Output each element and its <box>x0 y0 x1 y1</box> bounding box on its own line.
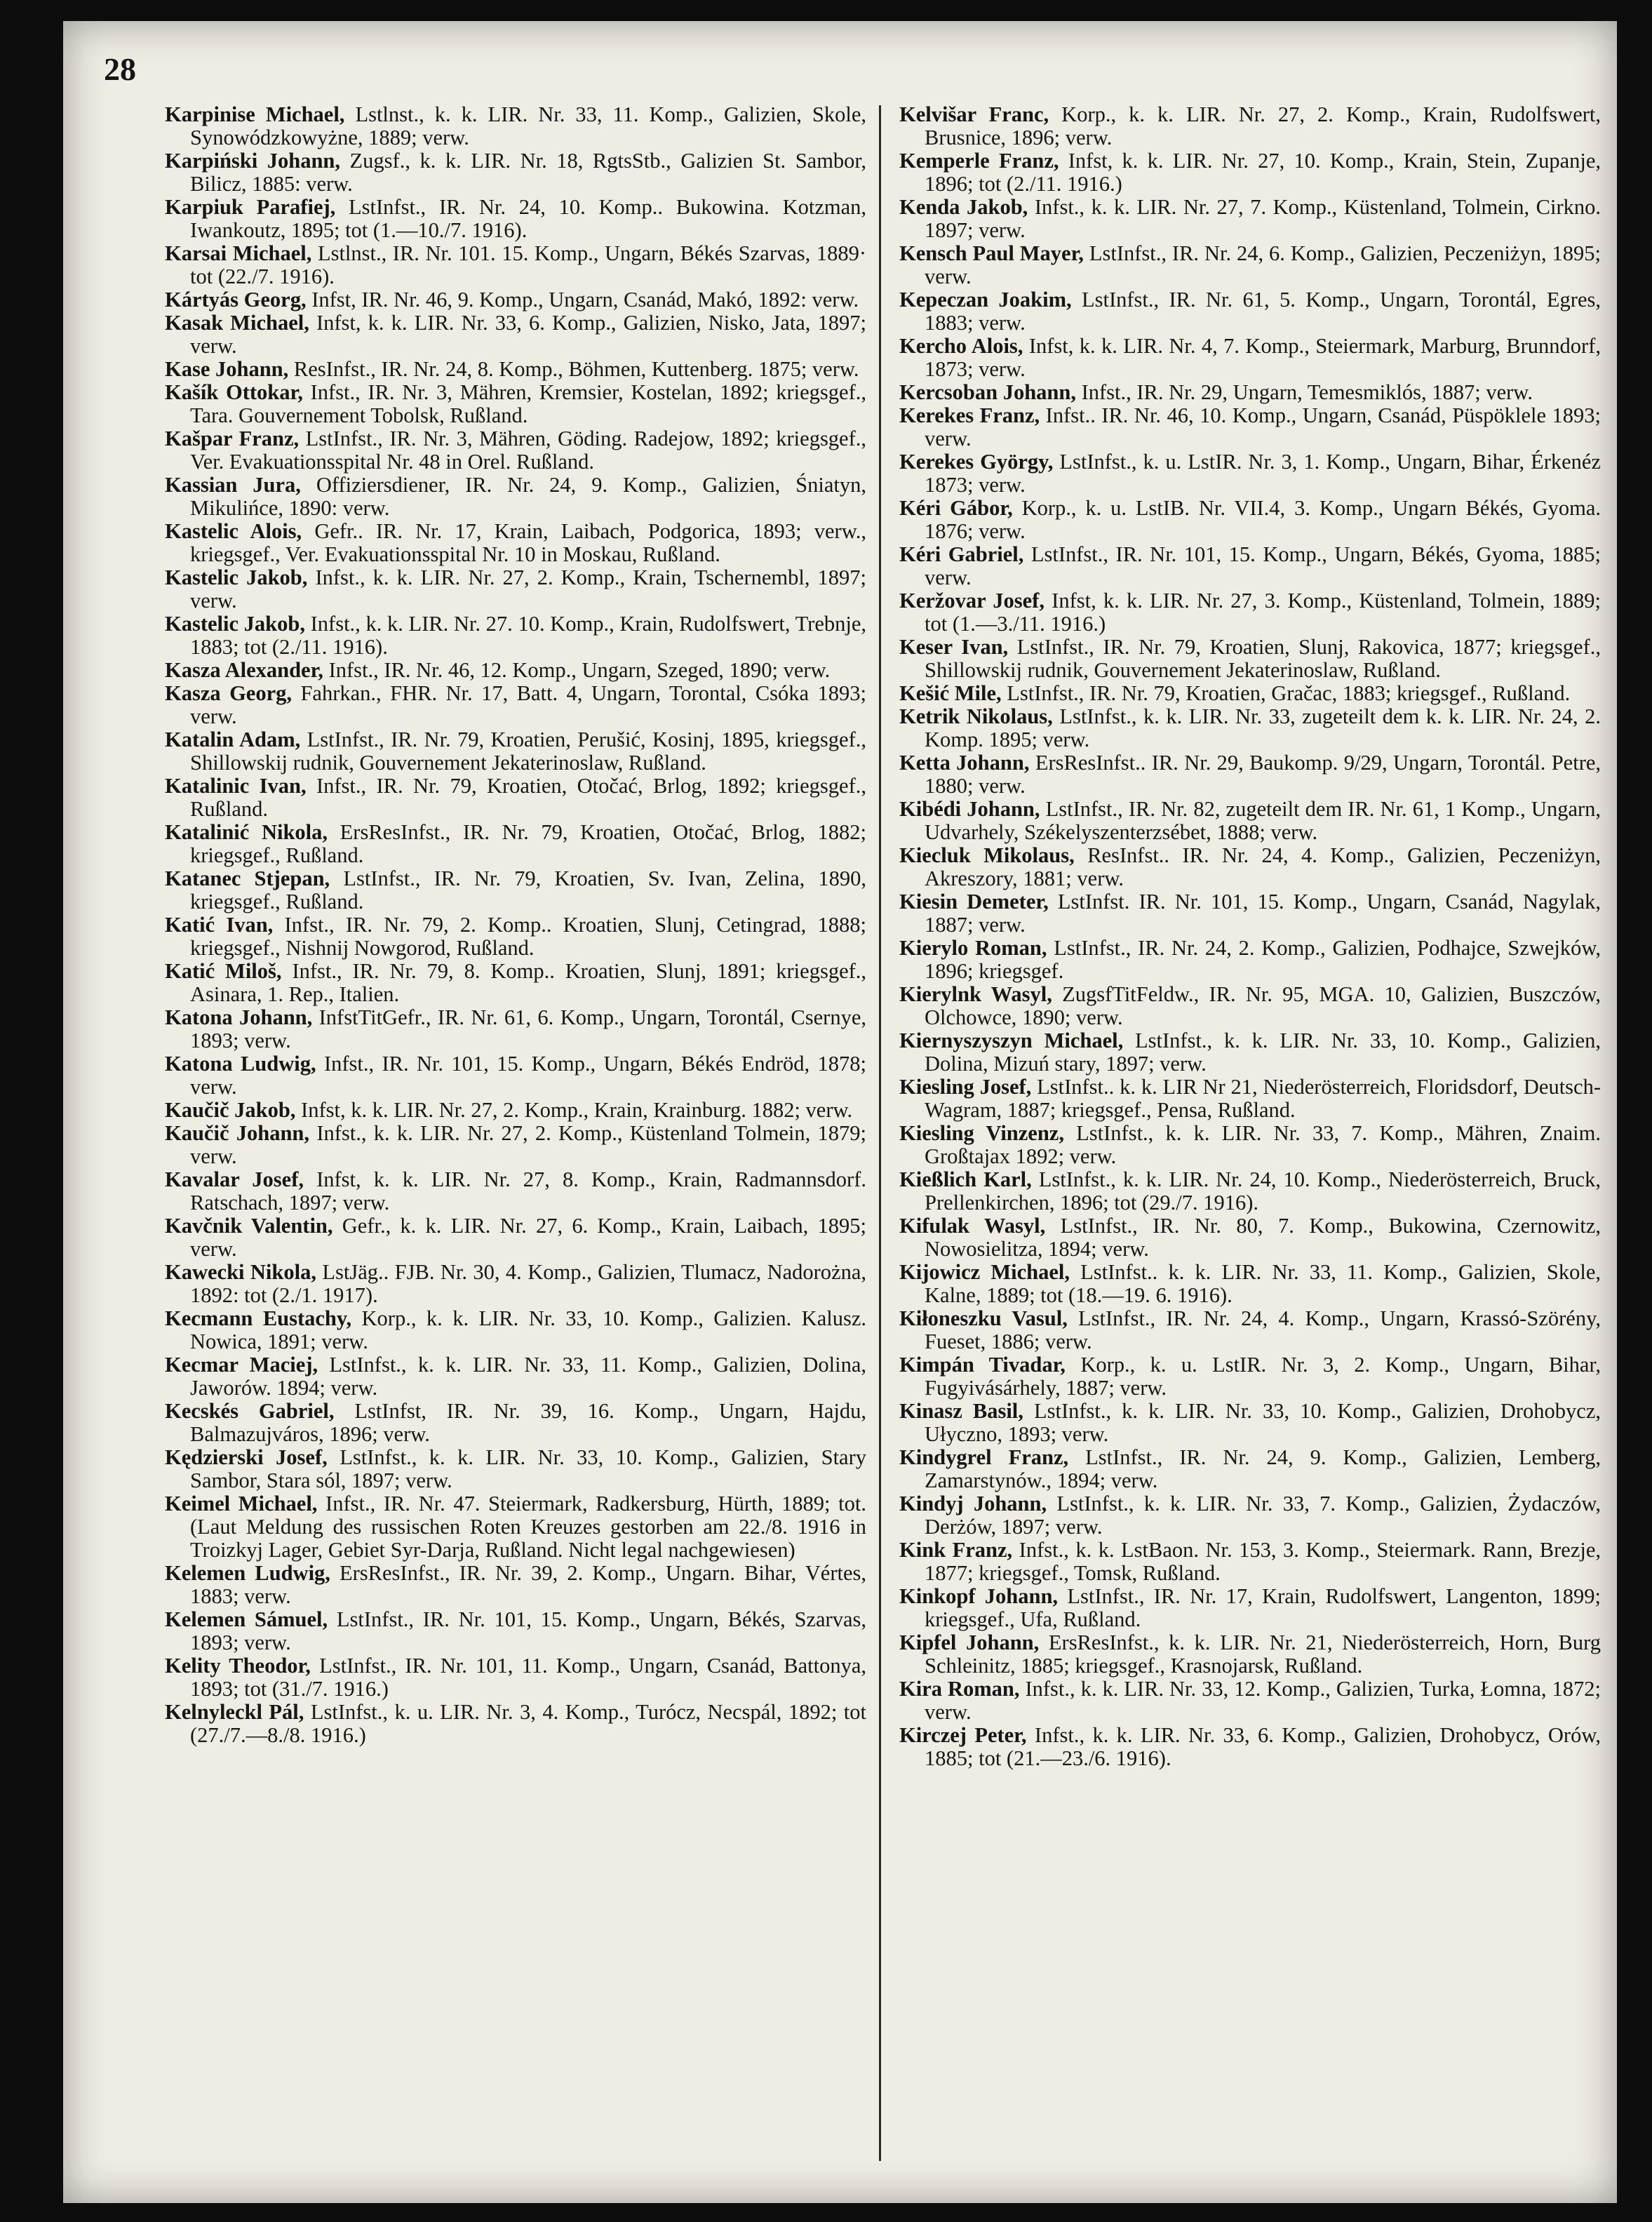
entry-details: LstJäg.. FJB. Nr. 30, 4. Komp., Galizien, Tlumacz, Nadorożna, 1892: tot (2./1. 1917). <box>190 1260 867 1307</box>
register-entry <box>899 450 1601 497</box>
entry-name: Kassian Jura, <box>165 473 301 497</box>
entry-details: LstInfst., k. k. LIR. Nr. 33, 7. Komp., Galizien, Żydaczów, Derżów, 1897; verw. <box>925 1492 1601 1539</box>
register-entry <box>899 937 1601 983</box>
entry-name: Kiesling Josef, <box>899 1075 1032 1099</box>
entry-details: LstInfst., k. k. LIR. Nr. 24, 10. Komp., Niederösterreich, Bruck, Prellenkirchen, 1896; tot (29./7. 1916). <box>925 1167 1601 1214</box>
register-entry <box>165 1446 866 1492</box>
register-entry <box>165 728 866 775</box>
register-entry <box>899 1214 1601 1261</box>
entry-name: Kavalar Josef, <box>165 1167 304 1191</box>
right-column <box>899 103 1601 1770</box>
entry-details: Infst, k. k. LIR. Nr. 27, 2. Komp., Krain, Krainburg. 1882; verw. <box>301 1098 853 1122</box>
entry-name: Kiesling Vinzenz, <box>899 1121 1064 1145</box>
entry-details: Infst., k. k. LIR. Nr. 27, 2. Komp., Küstenland Tolmein, 1879; verw. <box>190 1121 867 1168</box>
entry-name: Kelnyleckl Pál, <box>165 1700 304 1724</box>
entry-name: Kelvišar Franc, <box>899 102 1049 126</box>
entry-name: Kędzierski Josef, <box>165 1445 328 1469</box>
entry-name: Kéri Gabriel, <box>899 542 1024 566</box>
entry-details: Lstlnst., IR. Nr. 101. 15. Komp., Ungarn, Békés Szarvas, 1889· tot (22./7. 1916). <box>190 241 866 288</box>
register-entry <box>165 288 866 312</box>
entry-name: Kercsoban Johann, <box>899 380 1076 404</box>
entry-details: LstInfst., k. k. LIR. Nr. 33, 7. Komp., Mähren, Znaim. Großtajax 1892; verw. <box>925 1121 1601 1168</box>
entry-details: Gefr.. IR. Nr. 17, Krain, Laibach, Podgorica, 1893; verw., kriegsgef., Ver. Evakuationsspital Nr. 10 in Moskau, Rußland. <box>190 519 866 566</box>
entry-name: Katić Miloš, <box>165 959 282 983</box>
entry-details: LstInfst., k. k. LIR. Nr. 33, 10. Komp., Galizien, Stary Sambor, Stara sól, 1897; verw. <box>190 1445 867 1492</box>
entry-details: LstInfst, IR. Nr. 39, 16. Komp., Ungarn, Hajdu, Balmazujváros, 1896; verw. <box>190 1399 867 1446</box>
register-entry <box>165 381 866 427</box>
register-entry <box>165 1654 866 1701</box>
entry-name: Kercho Alois, <box>899 334 1023 358</box>
entry-name: Kimpán Tivadar, <box>899 1353 1066 1377</box>
entry-details: LstInfst., IR. Nr. 24, 9. Komp., Galizien, Lemberg, Zamarstynów., 1894; verw. <box>925 1445 1601 1492</box>
entry-name: Kipfel Johann, <box>899 1631 1040 1654</box>
entry-details: Infst., IR. Nr. 47. Steiermark, Radkersburg, Hürth, 1889; tot. (Laut Meldung des russischen Roten Kreuzes gestorben am 22./8. 1916 in Troizkyj Lager, Gebiet Syr-Darja, Rußland. Nicht legal nachgewiesen) <box>190 1492 866 1562</box>
register-entry <box>899 751 1601 798</box>
entry-details: Infst., k. k. LstBaon. Nr. 153, 3. Komp., Steiermark. Rann, Brezje, 1877; kriegsgef., Tomsk, Rußland. <box>925 1538 1601 1585</box>
register-entry <box>165 312 866 358</box>
register-entry <box>165 1214 866 1261</box>
entry-name: Kastelic Alois, <box>165 519 302 543</box>
entry-details: LstInfst., k. u. LstIR. Nr. 3, 1. Komp., Ungarn, Bihar, Érkenéz 1873; verw. <box>925 450 1601 497</box>
entry-details: Infst., k. k. LIR. Nr. 33, 12. Komp., Galizien, Turka, Łomna, 1872; verw. <box>925 1677 1601 1724</box>
entry-name: Kašpar Franz, <box>165 427 300 450</box>
entry-name: Kelemen Sámuel, <box>165 1607 328 1631</box>
entry-name: Keržovar Josef, <box>899 589 1045 613</box>
register-entry <box>165 520 866 566</box>
entry-details: Korp., k. u. LstIB. Nr. VII.4, 3. Komp., Ungarn Békés, Gyoma. 1876; verw. <box>925 496 1601 543</box>
entry-details: Gefr., k. k. LIR. Nr. 27, 6. Komp., Krain, Laibach, 1895; verw. <box>190 1214 867 1261</box>
entry-details: LstInfst., k. u. LIR. Nr. 3, 4. Komp., Turócz, Necspál, 1892; tot (27./7.—8./8. 1916.) <box>190 1700 867 1747</box>
entry-name: Karpiński Johann, <box>165 149 341 173</box>
register-entry <box>165 1701 866 1747</box>
register-entry <box>165 867 866 913</box>
register-entry <box>899 196 1601 242</box>
entry-details: Infst., k. k. LIR. Nr. 27, 2. Komp., Krain, Tschernembl, 1897; verw. <box>190 565 867 613</box>
entry-details: LstInfst., IR. Nr. 79, Kroatien, Gračac, 1883; kriegsgef., Rußland. <box>1007 681 1571 705</box>
register-entry <box>165 1492 866 1562</box>
register-entry <box>165 1608 866 1654</box>
register-entry <box>899 381 1601 404</box>
entry-details: LstInfst., k. k. LIR. Nr. 33, zugeteilt dem k. k. LIR. Nr. 24, 2. Komp. 1895; verw. <box>925 704 1601 751</box>
entry-name: Kelity Theodor, <box>165 1654 311 1678</box>
column-divider <box>879 105 881 2161</box>
entry-details: LstInfst.. k. k. LIR Nr 21, Niederösterreich, Floridsdorf, Deutsch-Wagram, 1887; kriegsgef., Pensa, Rußland. <box>925 1075 1601 1122</box>
entry-name: Kierylo Roman, <box>899 936 1047 960</box>
left-column <box>165 103 866 1747</box>
entry-name: Keimel Michael, <box>165 1492 318 1515</box>
register-entry <box>165 427 866 474</box>
entry-details: Infst, IR. Nr. 46, 9. Komp., Ungarn, Csanád, Makó, 1892: verw. <box>311 288 859 312</box>
entry-name: Kinkopf Johann, <box>899 1584 1059 1608</box>
entry-name: Kašík Ottokar, <box>165 380 303 404</box>
entry-details: LstInfst., IR. Nr. 79, Kroatien, Sv. Ivan, Zelina, 1890, kriegsgef., Rußland. <box>190 866 867 913</box>
entry-name: Kemperle Franz, <box>899 149 1059 173</box>
entry-details: LstInfst., IR. Nr. 24, 6. Komp., Galizien, Peczeniżyn, 1895; verw. <box>925 241 1601 288</box>
entry-name: Katalinić Nikola, <box>165 820 328 844</box>
entry-name: Kießlich Karl, <box>899 1167 1032 1191</box>
entry-details: LstInfst., IR. Nr. 101, 11. Komp., Ungarn, Csanád, Battonya, 1893; tot (31./7. 1916.) <box>190 1654 867 1701</box>
entry-details: Infst., k. k. LIR. Nr. 33, 6. Komp., Galizien, Drohobycz, Orów, 1885; tot (21.—23./6. 1916). <box>925 1723 1601 1770</box>
entry-details: ZugsfTitFeldw., IR. Nr. 95, MGA. 10, Galizien, Buszczów, Olchowce, 1890; verw. <box>925 982 1601 1029</box>
entry-name: Katalin Adam, <box>165 728 301 751</box>
entry-name: Kirczej Peter, <box>899 1723 1027 1747</box>
entry-name: Kecskés Gabriel, <box>165 1399 335 1423</box>
entry-name: Kiernyszyszyn Michael, <box>899 1029 1124 1052</box>
register-entry <box>165 1400 866 1446</box>
entry-details: InfstTitGefr., IR. Nr. 61, 6. Komp., Ungarn, Torontál, Csernye, 1893; verw. <box>190 1005 866 1052</box>
register-entry <box>899 983 1601 1029</box>
register-entry <box>899 335 1601 381</box>
entry-name: Kindygrel Franz, <box>899 1445 1069 1469</box>
entry-name: Kasza Alexander, <box>165 658 323 682</box>
entry-name: Kiesin Demeter, <box>899 890 1049 913</box>
entry-details: Infst., k. k. LIR. Nr. 27, 7. Komp., Küstenland, Tolmein, Cirkno. 1897; verw. <box>925 195 1601 242</box>
entry-name: Kinasz Basil, <box>899 1399 1023 1423</box>
register-entry <box>165 1122 866 1168</box>
entry-name: Kaučič Jakob, <box>165 1098 296 1122</box>
register-entry <box>165 1562 866 1608</box>
entry-details: ResInfst.. IR. Nr. 24, 4. Komp., Galizien, Peczeniżyn, Akreszory, 1881; verw. <box>925 843 1601 890</box>
entry-name: Kecmann Eustachy, <box>165 1306 352 1330</box>
register-entry <box>899 1353 1601 1400</box>
entry-name: Kawecki Nikola, <box>165 1260 316 1284</box>
entry-name: Kešić Mile, <box>899 681 1002 705</box>
register-entry <box>165 242 866 288</box>
register-entry <box>899 103 1601 149</box>
entry-details: LstInfst., IR. Nr. 101, 15. Komp., Ungarn, Békés, Gyoma, 1885; verw. <box>925 542 1601 589</box>
entry-name: Katona Ludwig, <box>165 1052 316 1076</box>
register-entry <box>165 1052 866 1099</box>
entry-details: ErsResInfst., IR. Nr. 39, 2. Komp., Ungarn. Bihar, Vértes, 1883; verw. <box>190 1561 867 1608</box>
register-entry <box>899 1446 1601 1492</box>
entry-name: Kindyj Johann, <box>899 1492 1047 1515</box>
entry-details: LstInfst., IR. Nr. 3, Mähren, Göding. Radejow, 1892; kriegsgef., Ver. Evakuationsspital Nr. 48 in Orel. Rußland. <box>190 427 867 474</box>
entry-name: Kasza Georg, <box>165 681 293 705</box>
entry-details: Korp., k. u. LstIR. Nr. 3, 2. Komp., Ungarn, Bihar, Fugyivásárhely, 1887; verw. <box>925 1353 1601 1400</box>
entry-name: Kelemen Ludwig, <box>165 1561 330 1585</box>
entry-name: Kártyás Georg, <box>165 288 307 312</box>
entry-details: LstInfst., IR. Nr. 101, 15. Komp., Ungarn, Békés, Szarvas, 1893; verw. <box>190 1607 866 1654</box>
entry-details: LstInfst., IR. Nr. 17, Krain, Rudolfswert, Langenton, 1899; kriegsgef., Ufa, Rußland. <box>925 1584 1601 1631</box>
register-entry <box>899 1492 1601 1539</box>
entry-details: LstInfst., k. k. LIR. Nr. 33, 10. Komp., Galizien, Dolina, Mizuń stary, 1897; verw. <box>925 1029 1601 1076</box>
entry-name: Kaučič Johann, <box>165 1121 310 1145</box>
entry-details: LstInfst., IR. Nr. 24, 4. Komp., Ungarn, Krassó-Szörény, Fueset, 1886; verw. <box>925 1306 1601 1353</box>
entry-details: Infst., IR. Nr. 79, 2. Komp.. Kroatien, Slunj, Cetingrad, 1888; kriegsgef., Nishnij Nowgorod, Rußland. <box>190 913 866 960</box>
entry-details: LstInfst.. k. k. LIR. Nr. 33, 11. Komp., Galizien, Skole, Kalne, 1889; tot (18.—19. 6. 1916). <box>925 1260 1601 1307</box>
register-entry <box>165 1307 866 1353</box>
entry-details: LstInfst., IR. Nr. 61, 5. Komp., Ungarn, Torontál, Egres, 1883; verw. <box>925 288 1601 335</box>
entry-name: Kierylnk Wasyl, <box>899 982 1052 1006</box>
register-entry <box>899 1724 1601 1770</box>
page-number: 28 <box>104 51 136 87</box>
entry-details: Infst, k. k. LIR. Nr. 33, 6. Komp., Galizien, Nisko, Jata, 1897; verw. <box>190 311 867 358</box>
register-entry <box>899 1168 1601 1214</box>
entry-name: Kifulak Wasyl, <box>899 1214 1046 1238</box>
entry-name: Karpiuk Parafiej, <box>165 195 336 219</box>
entry-name: Kink Franz, <box>899 1538 1013 1562</box>
register-entry <box>899 890 1601 937</box>
register-entry <box>899 1539 1601 1585</box>
register-entry <box>165 682 866 728</box>
register-entry <box>165 103 866 149</box>
register-entry <box>899 1678 1601 1724</box>
entry-details: LstInfst., IR. Nr. 24, 10. Komp.. Bukowina. Kotzman, Iwankoutz, 1895; tot (1.—10./7. 1916). <box>190 195 867 242</box>
entry-details: Infst., IR. Nr. 79, Kroatien, Otočać, Brlog, 1892; kriegsgef., Rußland. <box>190 774 867 821</box>
entry-name: Kerekes György, <box>899 450 1054 474</box>
register-entry <box>899 149 1601 196</box>
entry-details: ErsResInfst.. IR. Nr. 29, Baukomp. 9/29, Ungarn, Torontál. Petre, 1880; verw. <box>925 751 1601 798</box>
entry-name: Kenda Jakob, <box>899 195 1028 219</box>
entry-details: Lstlnst., k. k. LIR. Nr. 33, 11. Komp., Galizien, Skole, Synowódzkowyżne, 1889; verw. <box>190 102 866 149</box>
entry-details: Infst., IR. Nr. 3, Mähren, Kremsier, Kostelan, 1892; kriegsgef., Tara. Gouvernement Tobolsk, Rußland. <box>190 380 866 427</box>
register-entry <box>899 1029 1601 1076</box>
entry-details: Infst., IR. Nr. 46, 12. Komp., Ungarn, Szeged, 1890; verw. <box>328 658 831 682</box>
entry-details: ResInfst., IR. Nr. 24, 8. Komp., Böhmen, Kuttenberg. 1875; verw. <box>293 357 859 381</box>
register-entry <box>165 1261 866 1307</box>
entry-details: Infst., IR. Nr. 101, 15. Komp., Ungarn, Békés Endröd, 1878; verw. <box>190 1052 866 1099</box>
register-entry <box>165 659 866 682</box>
entry-name: Katalinic Ivan, <box>165 774 307 798</box>
entry-details: LstInfst., k. k. LIR. Nr. 33, 11. Komp., Galizien, Dolina, Jaworów. 1894; verw. <box>190 1353 867 1400</box>
register-entry <box>165 1168 866 1214</box>
entry-name: Kensch Paul Mayer, <box>899 241 1084 265</box>
entry-details: Korp., k. k. LIR. Nr. 33, 10. Komp., Galizien. Kalusz. Nowica, 1891; verw. <box>190 1306 866 1353</box>
register-entry <box>165 474 866 520</box>
entry-name: Kase Johann, <box>165 357 289 381</box>
register-entry <box>165 196 866 242</box>
entry-details: Korp., k. k. LIR. Nr. 27, 2. Komp., Krain, Rudolfswert, Brusnice, 1896; verw. <box>925 102 1601 149</box>
entry-details: Infst, k. k. LIR. Nr. 4, 7. Komp., Steiermark, Marburg, Brunndorf, 1873; verw. <box>925 334 1601 381</box>
register-entry <box>899 404 1601 450</box>
register-entry <box>899 589 1601 636</box>
entry-name: Kibédi Johann, <box>899 797 1040 821</box>
entry-details: Zugsf., k. k. LIR. Nr. 18, RgtsStb., Galizien St. Sambor, Bilicz, 1885: verw. <box>190 149 866 196</box>
register-entry <box>165 1006 866 1052</box>
entry-name: Katanec Stjepan, <box>165 866 330 890</box>
entry-details: Infst.. IR. Nr. 46, 10. Komp., Ungarn, Csanád, Püspöklele 1893; verw. <box>925 403 1601 450</box>
register-entry <box>165 821 866 867</box>
entry-name: Kira Roman, <box>899 1677 1020 1701</box>
entry-details: Fahrkan., FHR. Nr. 17, Batt. 4, Ungarn, Torontal, Csóka 1893; verw. <box>190 681 867 728</box>
entry-details: LstInfst., k. k. LIR. Nr. 33, 10. Komp., Galizien, Drohobycz, Ułyczno, 1893; verw. <box>925 1399 1601 1446</box>
entry-name: Kiłoneszku Vasul, <box>899 1306 1068 1330</box>
register-entry <box>165 913 866 960</box>
register-entry <box>899 1307 1601 1353</box>
entry-details: Infst, k. k. LIR. Nr. 27, 3. Komp., Küstenland, Tolmein, 1889; tot (1.—3./11. 1916.) <box>925 589 1601 636</box>
register-entry <box>899 705 1601 751</box>
entry-details: Infst, k. k. LIR. Nr. 27, 10. Komp., Krain, Stein, Zupanje, 1896; tot (2./11. 1916.) <box>925 149 1601 196</box>
register-entry <box>899 1076 1601 1122</box>
entry-name: Katona Johann, <box>165 1005 313 1029</box>
entry-details: ErsResInfst., IR. Nr. 79, Kroatien, Otočać, Brlog, 1882; kriegsgef., Rußland. <box>190 820 866 867</box>
register-entry <box>899 682 1601 705</box>
register-entry <box>165 613 866 659</box>
register-entry <box>899 798 1601 844</box>
entry-details: LstInfst., IR. Nr. 24, 2. Komp., Galizien, Podhajce, Szwejków, 1896; kriegsgef. <box>925 936 1601 983</box>
entry-name: Kasak Michael, <box>165 311 309 335</box>
entry-details: LstInfst., IR. Nr. 80, 7. Komp., Bukowina, Czernowitz, Nowosielitza, 1894; verw. <box>925 1214 1601 1261</box>
entry-details: Infst, k. k. LIR. Nr. 27, 8. Komp., Krain, Radmannsdorf. Ratschach, 1897; verw. <box>190 1167 866 1214</box>
register-entry <box>899 543 1601 589</box>
register-entry <box>165 1353 866 1400</box>
entry-name: Kerekes Franz, <box>899 403 1040 427</box>
register-entry <box>165 358 866 381</box>
entry-name: Kastelic Jakob, <box>165 565 308 589</box>
entry-name: Ketrik Nikolaus, <box>899 704 1053 728</box>
entry-name: Kiecluk Mikolaus, <box>899 843 1075 867</box>
register-entry <box>899 1122 1601 1168</box>
register-entry <box>165 149 866 196</box>
entry-name: Karsai Michael, <box>165 241 312 265</box>
register-entry <box>899 242 1601 288</box>
entry-name: Ketta Johann, <box>899 751 1030 775</box>
entry-details: Offiziersdiener, IR. Nr. 24, 9. Komp., Galizien, Śniatyn, Mikulińce, 1890: verw. <box>190 473 866 520</box>
entry-details: LstInfst., IR. Nr. 79, Kroatien, Slunj, Rakovica, 1877; kriegsgef., Shillowskij rudnik, Gouvernement Jekaterinoslaw, Rußland. <box>925 635 1601 682</box>
entry-details: LstInfst., IR. Nr. 82, zugeteilt dem IR. Nr. 61, 1 Komp., Ungarn, Udvarhely, Székelyszenterzsébet, 1888; verw. <box>925 797 1601 844</box>
register-entry <box>899 1585 1601 1631</box>
register-entry <box>899 1400 1601 1446</box>
entry-details: LstInfst. IR. Nr. 101, 15. Komp., Ungarn, Csanád, Nagylak, 1887; verw. <box>925 890 1601 937</box>
register-entry <box>899 1631 1601 1678</box>
register-entry <box>899 844 1601 890</box>
entry-name: Kepeczan Joakim, <box>899 288 1072 312</box>
entry-name: Kastelic Jakob, <box>165 612 305 636</box>
entry-details: Infst., IR. Nr. 29, Ungarn, Temesmiklós, 1887; verw. <box>1081 380 1533 404</box>
register-entry <box>899 288 1601 335</box>
register-entry <box>165 960 866 1006</box>
entry-name: Kecmar Maciej, <box>165 1353 318 1377</box>
entry-name: Kéri Gábor, <box>899 496 1013 520</box>
entry-name: Keser Ivan, <box>899 635 1009 659</box>
entry-details: Infst., IR. Nr. 79, 8. Komp.. Kroatien, Slunj, 1891; kriegsgef., Asinara, 1. Rep., Italien. <box>190 959 867 1006</box>
entry-name: Kavčnik Valentin, <box>165 1214 333 1238</box>
register-entry <box>165 775 866 821</box>
register-entry <box>165 1099 866 1122</box>
entry-name: Katić Ivan, <box>165 913 274 937</box>
register-entry <box>899 636 1601 682</box>
entry-details: ErsResInfst., k. k. LIR. Nr. 21, Niederösterreich, Horn, Burg Schleinitz, 1885; kriegsgef., Krasnojarsk, Rußland. <box>925 1631 1601 1678</box>
entry-name: Karpinise Michael, <box>165 102 345 126</box>
register-entry <box>899 497 1601 543</box>
entry-details: Infst., k. k. LIR. Nr. 27. 10. Komp., Krain, Rudolfswert, Trebnje, 1883; tot (2./11. 1916). <box>190 612 867 659</box>
entry-details: LstInfst., IR. Nr. 79, Kroatien, Perušić, Kosinj, 1895, kriegsgef., Shillowskij rudnik, Gouvernement Jekaterinoslaw, Rußland. <box>190 728 866 775</box>
register-entry <box>165 566 866 613</box>
entry-name: Kijowicz Michael, <box>899 1260 1070 1284</box>
register-entry <box>899 1261 1601 1307</box>
